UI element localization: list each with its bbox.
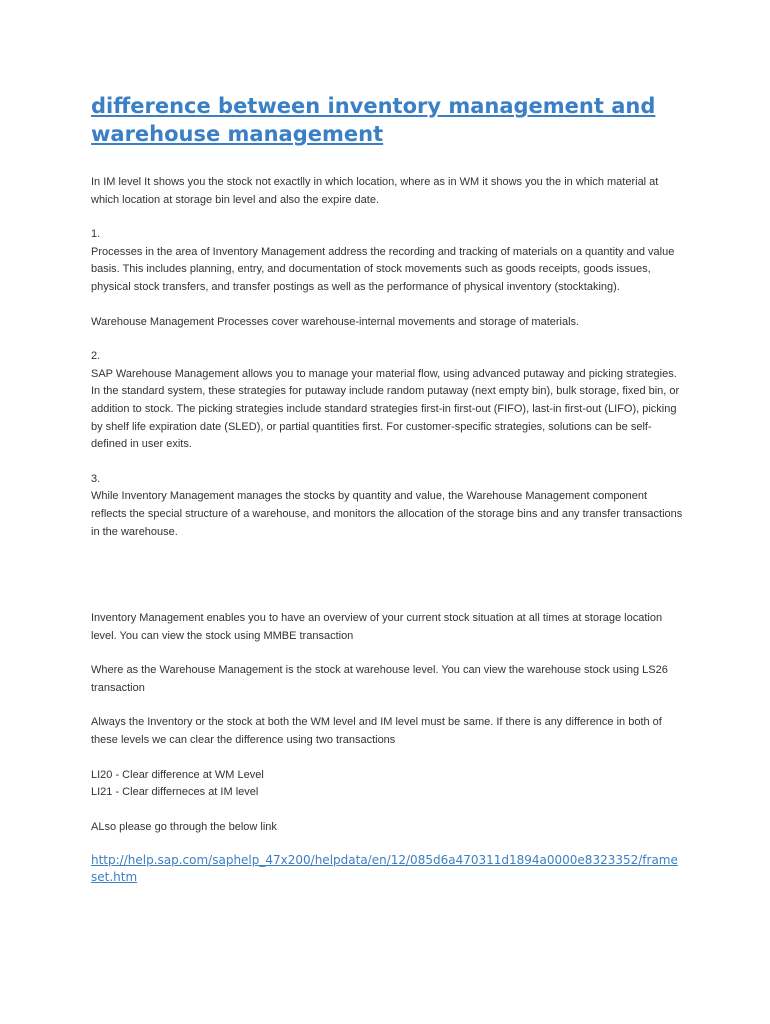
point-3-number: 3. bbox=[91, 472, 101, 485]
point-2-number: 2. bbox=[91, 350, 101, 363]
point-3-paragraph: While Inventory Management manages the stocks by quantity and value, the Warehouse Management component reflects the special structure of a warehouse, and monitors the allocation of the storage bins and any transfer transactions in the warehouse. bbox=[91, 490, 683, 538]
point-1-wm-paragraph: Warehouse Management Processes cover warehouse-internal movements and storage of materials. bbox=[91, 315, 580, 328]
page-title: difference between inventory management and warehouse management bbox=[91, 94, 656, 146]
wm-overview-paragraph: Where as the Warehouse Management is the stock at warehouse level. You can view the warehouse stock using LS26 transaction bbox=[91, 664, 668, 694]
also-see-line: ALso please go through the below link bbox=[91, 820, 277, 833]
intro-paragraph: In IM level It shows you the stock not exactlly in which location, where as in WM it shows you the in which material at which location at storage bin level and also the expire date. bbox=[91, 176, 659, 206]
document-page bbox=[91, 92, 683, 886]
im-overview-paragraph: Inventory Management enables you to have an overview of your current stock situation at all times at storage location level. You can view the stock using MMBE transaction bbox=[91, 612, 663, 642]
point-1-paragraph: Processes in the area of Inventory Management address the recording and tracking of materials on a quantity and value basis. This includes planning, entry, and documentation of stock movements such as goods receipts, goods issues, physical stock transfers, and transfer postings as well as the performance of physical inventory (stocktaking). bbox=[91, 245, 675, 293]
point-1-number: 1. bbox=[91, 228, 101, 241]
sap-help-link[interactable]: http://help.sap.com/saphelp_47x200/helpdata/en/12/085d6a470311d1894a0000e8323352/frameset.htm bbox=[91, 853, 678, 885]
same-level-paragraph: Always the Inventory or the stock at both the WM level and IM level must be same. If there is any difference in both of these levels we can clear the difference using two transactions bbox=[91, 716, 662, 747]
li20-line: LI20 - Clear difference at WM Level bbox=[91, 768, 264, 781]
point-2-paragraph: SAP Warehouse Management allows you to manage your material flow, using advanced putaway and picking strategies. In the standard system, these strategies for putaway include random putaway (next empty bin), bulk storage, fixed bin, or addition to stock. The picking strategies include standard strategies first-in first-out (FIFO), last-in first-out (LIFO), picking by shelf life expiration date (SLED), or partial quantities first. For customer-specific strategies, solutions can be self-defined in user exits. bbox=[91, 367, 680, 451]
li21-line: LI21 - Clear differneces at IM level bbox=[91, 786, 259, 799]
